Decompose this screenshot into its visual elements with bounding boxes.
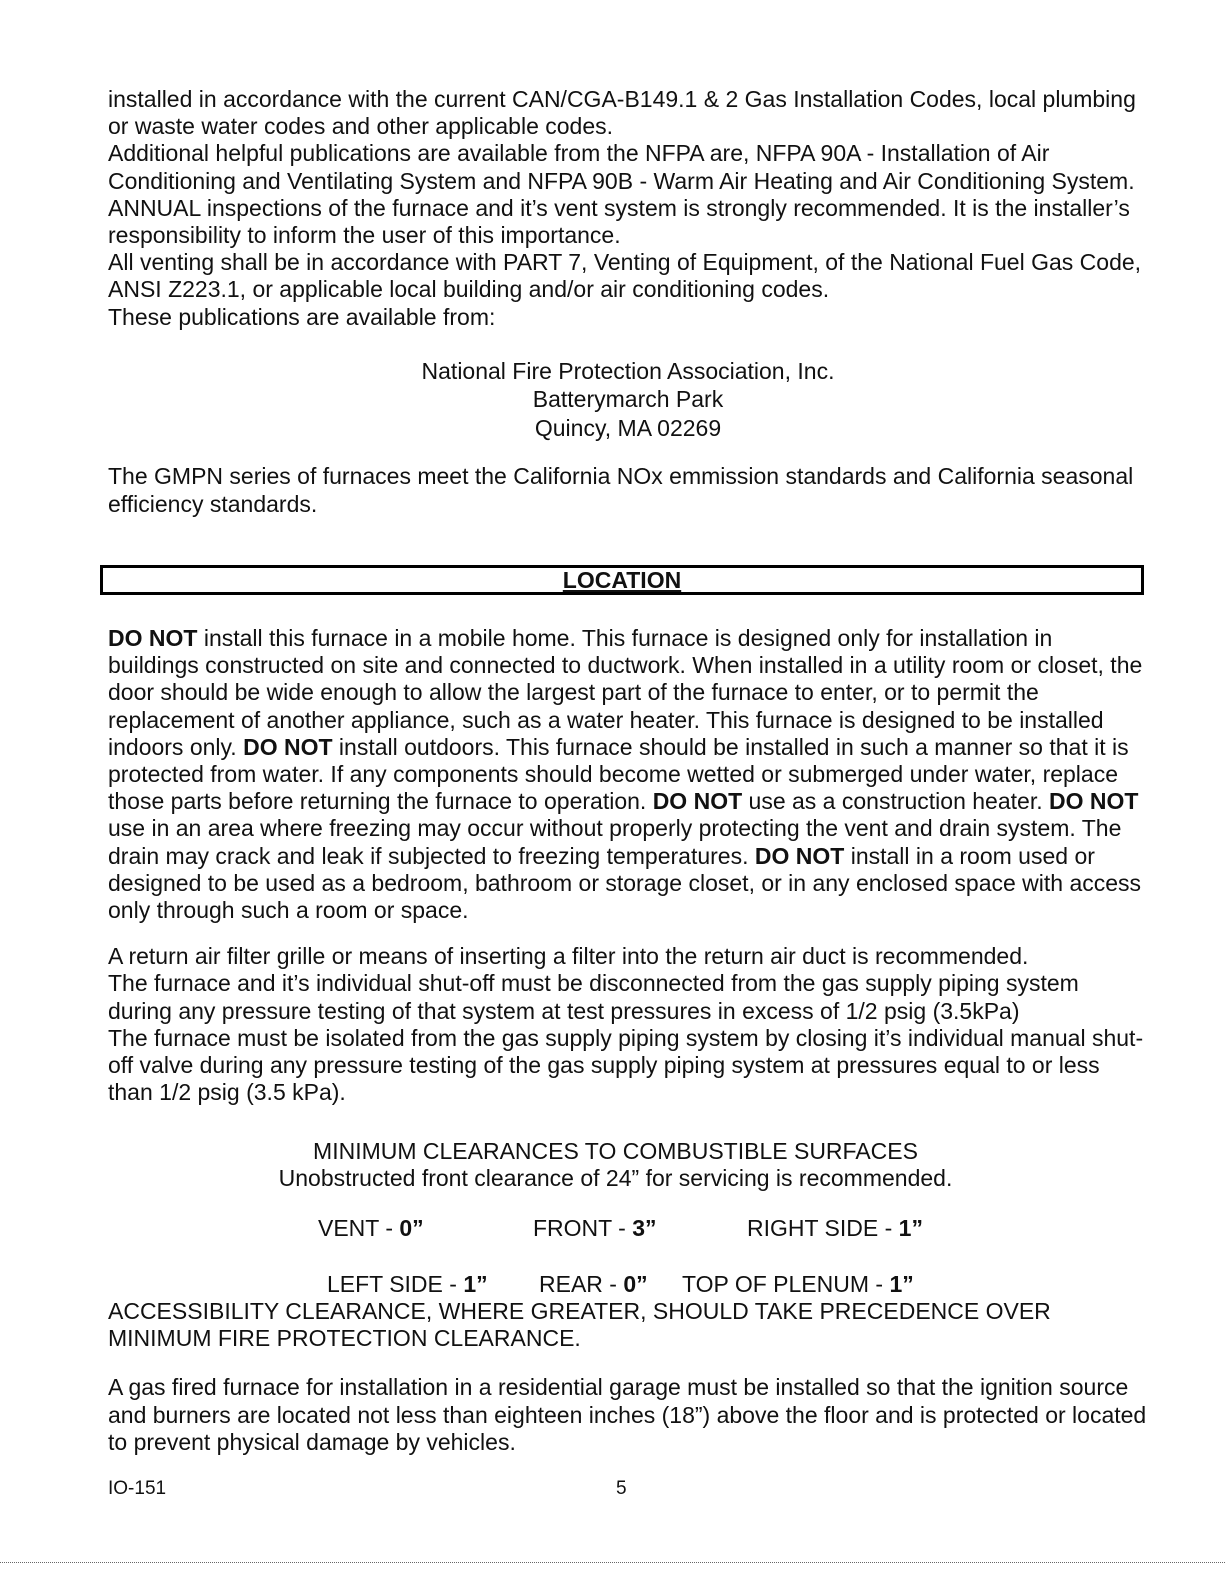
intro-paragraph-5: These publications are available from: xyxy=(108,303,496,330)
shutoff-paragraph-1: The furnace and it’s individual shut-off must be disconnected from the gas supply piping system during any pressure testing of that system at test pressures in excess of 1/2 psig (3.5kPa) xyxy=(108,970,1079,1024)
address-line-1: National Fire Protection Association, Inc. xyxy=(421,357,835,384)
clearances-subtitle: Unobstructed front clearance of 24” for servicing is recommended. xyxy=(278,1165,953,1192)
page-number: 5 xyxy=(616,1478,627,1499)
intro-paragraph-1: installed in accordance with the current CAN/CGA-B149.1 & 2 Gas Installation Codes, local plumbing or waste water codes and other applicable codes. xyxy=(108,86,1136,140)
clearances-section xyxy=(108,1138,1148,1192)
location-paragraph xyxy=(108,625,1148,924)
location-text-2: install outdoors. This furnace should be installed in such a manner so that it is protected from water. If any components should become wetted or submerged under water, replace those parts before returning the furnace to operation. xyxy=(108,733,1129,815)
clearances-title: MINIMUM CLEARANCES TO COMBUSTIBLE SURFACES xyxy=(313,1138,918,1164)
location-text-4: use in an area where freezing may occur without properly protecting the vent and drain system. The drain may crack and leak if subjected to freezing temperatures. xyxy=(108,815,1122,869)
accessibility-section xyxy=(108,1298,1148,1456)
location-heading-text: LOCATION xyxy=(562,567,682,593)
address-line-3: Quincy, MA 02269 xyxy=(534,414,722,441)
location-heading xyxy=(100,565,1144,595)
garage-paragraph: A gas fired furnace for installation in a residential garage must be installed so that the ignition source and burners are located not less than eighteen inches (18”) above the floor and is protected or located to prevent physical damage by vehicles. xyxy=(108,1374,1147,1455)
intro-paragraph-3: ANNUAL inspections of the furnace and it’s vent system is strongly recommended. It is the installer’s responsibility to inform the user of this importance. xyxy=(108,194,1130,249)
bottom-divider xyxy=(0,1562,1225,1563)
do-not-emphasis: DO NOT xyxy=(243,733,333,760)
shutoff-paragraph-2: The furnace must be isolated from the gas supply piping system by closing it’s individual manual shut-off valve during any pressure testing of the gas supply piping system at pressures equal to or less than 1/2 psig (3.5 kPa). xyxy=(108,1024,1144,1106)
nfpa-address xyxy=(108,357,1148,443)
clearance-rear: REAR - 0” xyxy=(539,1271,648,1297)
do-not-emphasis: DO NOT xyxy=(754,842,845,869)
intro-section xyxy=(108,86,1148,518)
clearance-front: FRONT - 3” xyxy=(533,1215,657,1241)
accessibility-note: ACCESSIBILITY CLEARANCE, WHERE GREATER, SHOULD TAKE PRECEDENCE OVER MINIMUM FIRE PROTECTION CLEARANCE. xyxy=(108,1298,1051,1352)
intro-paragraph-2: Additional helpful publications are available from the NFPA are, NFPA 90A - Installation of Air Conditioning and Ventilating System and NFPA 90B - Warm Air Heating and Air Conditioning System. xyxy=(108,140,1135,194)
location-text-1: install this furnace in a mobile home. This furnace is designed only for installation in buildings constructed on site and connected to ductwork. When installed in a utility room or closet, the door should be wide enough to allow the largest part of the furnace to enter, or to permit the replacement of another appliance, such as a water heater. This furnace is designed to be installed indoors only. xyxy=(108,625,1143,760)
gmpn-paragraph: The GMPN series of furnaces meet the California NOx emmission standards and California seasonal efficiency standards. xyxy=(108,463,1134,517)
address-line-2: Batterymarch Park xyxy=(532,386,724,413)
do-not-emphasis: DO NOT xyxy=(108,625,198,651)
location-section xyxy=(108,625,1148,1106)
clearance-right-side: RIGHT SIDE - 1” xyxy=(747,1215,923,1241)
intro-paragraph-4: All venting shall be in accordance with PART 7, Venting of Equipment, of the National Fuel Gas Code, ANSI Z223.1, or applicable local building and/or air conditioning codes. xyxy=(108,249,1142,303)
do-not-emphasis: DO NOT xyxy=(1049,788,1139,815)
location-text-3: use as a construction heater. xyxy=(742,788,1049,815)
document-id: IO-151 xyxy=(108,1478,167,1499)
clearance-vent: VENT - 0” xyxy=(318,1215,424,1241)
clearance-top-of-plenum: TOP OF PLENUM - 1” xyxy=(682,1271,914,1297)
filter-paragraph: A return air filter grille or means of inserting a filter into the return air duct is recommended. xyxy=(108,943,1029,970)
location-text-5: install in a room used or designed to be used as a bedroom, bathroom or storage closet, or in any enclosed space with access only through such a room or space. xyxy=(108,842,1142,924)
clearance-left-side: LEFT SIDE - 1” xyxy=(327,1271,488,1297)
do-not-emphasis: DO NOT xyxy=(652,788,743,815)
